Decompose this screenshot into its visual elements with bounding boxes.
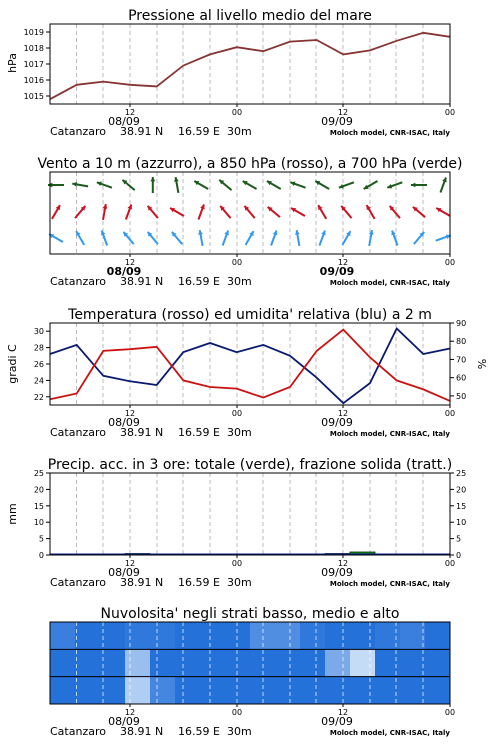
- location-lon: 16.59 E: [178, 725, 220, 738]
- hour-tick-label: 12: [337, 108, 349, 117]
- wind-10m-arrow: [123, 232, 133, 244]
- y-tick-label-right: 60: [456, 373, 467, 383]
- cloud-cell: [400, 649, 425, 677]
- cloud-cell: [50, 622, 75, 650]
- cloud-cell: [50, 677, 75, 705]
- cloud-cell: [200, 677, 225, 705]
- wind-700-arrow: [122, 180, 134, 190]
- hour-tick-label: 12: [337, 409, 349, 418]
- wind-700-arrow: [150, 177, 155, 193]
- location-lat: 38.91 N: [120, 426, 164, 439]
- model-credit: Moloch model, CNR-ISAC, Italy: [329, 279, 450, 287]
- precip-plot-frame: [50, 473, 450, 555]
- y-tick-label: 1015: [23, 92, 44, 101]
- wind-10m-arrow: [223, 230, 229, 245]
- wind-850-arrow: [268, 207, 280, 217]
- location-lat: 38.91 N: [120, 275, 164, 288]
- humidity-line: [50, 329, 450, 404]
- location-lon: 16.59 E: [178, 275, 220, 288]
- cloud-cell: [425, 649, 450, 677]
- wind-10m-arrow: [49, 234, 63, 242]
- precip-title: Precip. acc. in 3 ore: totale (verde), frazione solida (tratt.): [47, 457, 453, 473]
- wind-10m-arrow: [369, 230, 374, 246]
- y-tick-label-right: 25: [456, 469, 467, 478]
- cloud-cell: [225, 622, 250, 650]
- wind-700-arrow: [440, 177, 446, 192]
- cloud-cell: [75, 677, 100, 705]
- cloud-cell: [100, 649, 125, 677]
- location-alt: 30m: [227, 576, 252, 589]
- cloud-cell: [275, 622, 300, 650]
- date-label: 09/09: [321, 416, 353, 429]
- hour-tick-label: 12: [124, 108, 136, 117]
- model-credit: Moloch model, CNR-ISAC, Italy: [329, 580, 450, 588]
- wind-700-arrow: [364, 181, 378, 189]
- hour-tick-label: 00: [444, 409, 456, 418]
- cloud-cell: [150, 649, 175, 677]
- location-name: Catanzaro: [50, 576, 106, 589]
- y-tick-label: 28: [33, 343, 44, 353]
- wind-title: Vento a 10 m (azzurro), a 850 hPa (rosso), a 700 hPa (verde): [37, 156, 463, 172]
- cloud-cell: [300, 649, 325, 677]
- y-tick-label: 15: [33, 501, 44, 511]
- temp-humidity-series: [50, 329, 450, 404]
- hour-tick-label: 12: [337, 708, 349, 717]
- cloud-cell: [300, 622, 325, 650]
- y-tick-label: 25: [33, 469, 44, 478]
- y-tick-label: 1019: [23, 28, 44, 37]
- cloud-cell: [75, 649, 100, 677]
- model-credit: Moloch model, CNR-ISAC, Italy: [329, 729, 450, 737]
- wind-10m-arrow: [319, 230, 325, 245]
- precip-ylabel: mm: [6, 503, 19, 525]
- wind-panel: [37, 156, 462, 288]
- hour-tick-label: 12: [337, 559, 349, 568]
- location-alt: 30m: [227, 275, 252, 288]
- date-label: 08/09: [108, 566, 140, 579]
- wind-850-arrow: [52, 205, 60, 219]
- wind-700-arrow: [315, 181, 329, 189]
- hour-tick-label: 00: [231, 108, 243, 117]
- location-name: Catanzaro: [50, 275, 106, 288]
- model-credit: Moloch model, CNR-ISAC, Italy: [329, 430, 450, 438]
- wind-700-arrow: [194, 181, 208, 189]
- wind-700-arrow: [219, 180, 231, 190]
- y-tick-label-right: 70: [456, 355, 467, 365]
- cloud-cell: [150, 622, 175, 650]
- hour-tick-label: 00: [231, 409, 243, 418]
- wind-850-arrow: [318, 205, 326, 219]
- y-tick-label: 20: [33, 485, 44, 495]
- wind-10m-arrow: [101, 230, 107, 245]
- wind-10m-arrow: [148, 232, 158, 244]
- wind-10m-arrow: [436, 235, 451, 241]
- wind-10m-arrow: [342, 231, 350, 245]
- wind-10m-arrow: [246, 231, 254, 245]
- location-name: Catanzaro: [50, 426, 106, 439]
- hour-tick-label: 00: [231, 258, 243, 267]
- wind-700-arrow: [387, 182, 402, 188]
- precip-grid: [77, 473, 424, 555]
- hour-tick-label: 00: [444, 559, 456, 568]
- humidity-ylabel: %: [476, 358, 489, 370]
- date-label: 08/09: [108, 115, 140, 128]
- cloud-cell: [150, 677, 175, 705]
- hour-tick-label: 00: [231, 559, 243, 568]
- hour-tick-label: 00: [231, 708, 243, 717]
- wind-700-arrow: [174, 177, 179, 193]
- hour-tick-label: 12: [124, 409, 136, 418]
- y-tick-label-right: 0: [456, 551, 462, 560]
- pressure-line: [50, 33, 450, 99]
- cloud-cell: [425, 622, 450, 650]
- y-tick-label: 0: [38, 551, 44, 560]
- date-label: 09/09: [319, 265, 355, 278]
- y-tick-label-right: 20: [456, 485, 467, 495]
- location-lon: 16.59 E: [178, 125, 220, 138]
- wind-700-arrow: [97, 182, 112, 188]
- hour-tick-label: 12: [124, 258, 136, 267]
- wind-850-arrow: [220, 206, 230, 218]
- y-tick-label-right: 90: [456, 319, 467, 328]
- pressure-title: Pressione al livello medio del mare: [128, 8, 372, 24]
- cloud-cells: [50, 622, 450, 704]
- wind-arrows: [48, 177, 451, 246]
- location-lat: 38.91 N: [120, 576, 164, 589]
- wind-850-arrow: [198, 204, 204, 219]
- precip-y-ticks-right: [450, 469, 466, 560]
- hour-tick-label: 00: [444, 108, 456, 117]
- date-label: 08/09: [108, 715, 140, 728]
- location-name: Catanzaro: [50, 125, 106, 138]
- date-label: 09/09: [321, 566, 353, 579]
- y-tick-label-right: 10: [456, 518, 467, 528]
- cloud-cell: [75, 622, 100, 650]
- cloud-cell: [50, 649, 75, 677]
- cloud-cell: [200, 622, 225, 650]
- wind-10m-arrow: [391, 230, 397, 245]
- y-tick-label: 24: [33, 376, 44, 386]
- y-tick-label: 30: [33, 327, 44, 337]
- cloud-cell: [325, 649, 350, 677]
- cloud-cell: [175, 622, 200, 650]
- wind-700-arrow: [290, 182, 305, 188]
- wind-850-arrow: [244, 206, 254, 218]
- cloud-cell: [350, 677, 375, 705]
- y-tick-label-right: 80: [456, 337, 467, 347]
- pressure-y-ticks: [24, 28, 50, 101]
- temp-humidity-panel: [6, 307, 489, 439]
- wind-850-arrow: [390, 206, 400, 218]
- cloud-cell: [325, 622, 350, 650]
- wind-850-arrow: [103, 204, 108, 220]
- cloud-cell: [325, 677, 350, 705]
- temp-y-ticks: [34, 327, 50, 402]
- date-label: 08/09: [108, 416, 140, 429]
- cloud-cell: [275, 677, 300, 705]
- cloud-cell: [375, 622, 400, 650]
- date-label: 08/09: [106, 265, 142, 278]
- wind-850-arrow: [170, 208, 184, 216]
- location-lon: 16.59 E: [178, 576, 220, 589]
- y-tick-label: 1016: [23, 76, 44, 85]
- y-tick-label: 22: [33, 392, 44, 402]
- temp-humidity-title: Temperatura (rosso) ed umidita' relativa (blu) a 2 m: [68, 307, 432, 323]
- temp-ylabel: gradi C: [6, 344, 19, 384]
- location-alt: 30m: [227, 125, 252, 138]
- cloud-cell: [100, 622, 125, 650]
- wind-850-arrow: [291, 208, 305, 216]
- humidity-y-ticks: [450, 319, 466, 401]
- wind-700-arrow: [243, 181, 257, 189]
- hour-tick-label: 12: [124, 708, 136, 717]
- cloud-cell: [425, 677, 450, 705]
- y-tick-label-right: 5: [456, 534, 462, 544]
- wind-850-arrow: [436, 208, 450, 216]
- hour-tick-label: 00: [444, 258, 456, 267]
- cloud-cell: [275, 649, 300, 677]
- wind-10m-arrow: [271, 230, 277, 245]
- cloud-cell: [300, 677, 325, 705]
- precip-y-ticks: [34, 469, 50, 560]
- date-label: 09/09: [321, 115, 353, 128]
- cloud-cell: [200, 649, 225, 677]
- cloud-cell: [125, 649, 150, 677]
- y-tick-label: 10: [33, 518, 44, 528]
- cloud-cell: [400, 677, 425, 705]
- cloud-cell: [125, 677, 150, 705]
- wind-700-arrow: [72, 182, 88, 187]
- cloud-panel: [50, 606, 455, 738]
- location-alt: 30m: [227, 725, 252, 738]
- location-lat: 38.91 N: [120, 125, 164, 138]
- hour-tick-label: 12: [337, 258, 349, 267]
- wind-850-arrow: [148, 206, 158, 218]
- cloud-title: Nuvolosita' negli strati basso, medio e alto: [100, 606, 400, 622]
- location-lon: 16.59 E: [178, 426, 220, 439]
- pressure-grid: [77, 24, 424, 104]
- wind-10m-arrow: [198, 230, 203, 246]
- wind-700-arrow: [411, 183, 427, 188]
- location-lat: 38.91 N: [120, 725, 164, 738]
- cloud-cell: [125, 622, 150, 650]
- date-label: 09/09: [321, 715, 353, 728]
- pressure-plot-frame: [50, 24, 450, 104]
- precip-panel: [6, 457, 466, 589]
- cloud-cell: [100, 677, 125, 705]
- y-tick-label-right: 50: [456, 391, 467, 401]
- hour-tick-label: 00: [444, 708, 456, 717]
- wind-10m-arrow: [76, 231, 84, 245]
- cloud-cell: [375, 649, 400, 677]
- wind-10m-arrow: [172, 232, 182, 244]
- wind-700-arrow: [267, 181, 281, 189]
- wind-10m-arrow: [295, 230, 300, 246]
- cloud-cell: [175, 649, 200, 677]
- cloud-cell: [225, 677, 250, 705]
- wind-850-arrow: [367, 205, 375, 219]
- y-tick-label: 1017: [23, 60, 44, 69]
- wind-700-arrow: [339, 182, 354, 188]
- y-tick-label: 5: [38, 534, 44, 544]
- y-tick-label: 1018: [23, 44, 44, 53]
- cloud-cell: [375, 677, 400, 705]
- pressure-ylabel: hPa: [6, 53, 19, 73]
- hour-tick-label: 12: [124, 559, 136, 568]
- model-credit: Moloch model, CNR-ISAC, Italy: [329, 129, 450, 137]
- cloud-cell: [400, 622, 425, 650]
- cloud-cell: [175, 677, 200, 705]
- wind-850-arrow: [126, 204, 132, 219]
- cloud-cell: [350, 649, 375, 677]
- pressure-panel: [6, 8, 455, 138]
- y-tick-label: 26: [33, 360, 44, 369]
- location-alt: 30m: [227, 426, 252, 439]
- pressure-series: [50, 33, 450, 99]
- cloud-cell: [225, 649, 250, 677]
- y-tick-label-right: 15: [456, 501, 467, 511]
- cloud-cell: [350, 622, 375, 650]
- location-name: Catanzaro: [50, 725, 106, 738]
